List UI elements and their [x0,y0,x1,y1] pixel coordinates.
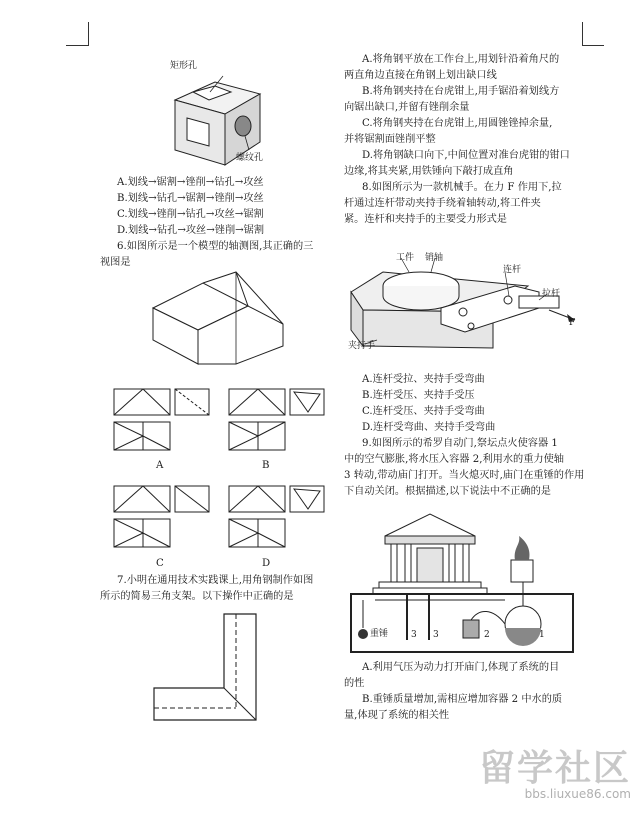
q9-text-line1: 9.如图所示的希罗自动门,祭坛点火使容器 1 [362,438,558,449]
q9-option-a-line1: A.利用气压为动力打开庙门,体现了系统的目 [362,662,560,673]
q9-option-a-line2: 的性 [344,678,365,689]
q7-text-line1: 7.小明在通用技术实践课上,用角钢制作如图 [117,575,314,586]
label-shaft-3a: 3 [411,630,417,640]
q8-option-d: D.连杆受弯曲、夹持手受弯曲 [362,422,496,433]
label-container-2: 2 [484,630,490,640]
q6-label-b: B [262,460,270,471]
figure-q7-angle-steel [150,612,265,724]
q6-text-line2: 视图是 [100,257,131,268]
q5-option-d: D.划线→钻孔→攻丝→锉削→锯割 [117,225,265,236]
q7-option-a-line2: 两直角边直接在角钢上划出缺口线 [344,70,497,81]
q7-option-d-line1: D.将角钢缺口向下,中间位置对准台虎钳的钳口 [362,150,570,161]
crop-mark-top-right-v [582,22,583,46]
q6-label-d: D [262,558,271,569]
q7-option-d-line2: 边缘,将其夹紧,用铁锤向下敲打成直角 [344,166,514,177]
watermark-url: bbs.liuxue86.com [524,787,631,801]
q8-text-line3: 紧。连杆和夹持手的主要受力形式是 [344,214,507,225]
q8-option-c: C.连杆受压、夹持手受弯曲 [362,406,485,417]
q7-option-a-line1: A.将角钢平放在工作台上,用划针沿着角尺的 [362,54,560,65]
q7-text-line2: 所示的简易三角支架。以下操作中正确的是 [100,591,294,602]
label-gripper: 夹持手 [348,341,376,351]
q8-text-line2: 杆通过连杆带动夹持手绕着轴转动,将工件夹 [344,198,541,209]
figure-q6-model [148,268,288,368]
label-force-f: F [569,318,576,328]
label-pull-rod: 拉杆 [542,289,561,299]
q9-option-b-line1: B.重锤质量增加,需相应增加容器 2 中水的质 [362,694,563,705]
q6-text-line1: 6.如图所示是一个模型的轴测图,其正确的三 [117,241,314,252]
q8-text-line1: 8.如图所示为一款机械手。在力 F 作用下,拉 [362,182,562,193]
q9-text-line3: 3 转动,带动庙门打开。当火熄灭时,庙门在重锤的作用 [344,470,585,481]
figure-q8-mechanical-hand [343,250,578,362]
watermark-brand: 留学社区 [478,748,631,789]
q5-option-a: A.划线→锯割→锉削→钻孔→攻丝 [117,177,264,188]
q5-option-c: C.划线→锉削→钻孔→攻丝→锯割 [117,209,264,220]
label-link: 连杆 [503,265,522,275]
q6-label-c: C [156,558,164,569]
q5-option-b: B.划线→钻孔→锯割→锉削→攻丝 [117,193,264,204]
label-weight: 重锤 [370,629,389,639]
q9-option-b-line2: 量,体现了系统的相关性 [344,710,450,721]
q8-option-a: A.连杆受拉、夹持手受弯曲 [362,374,485,385]
q6-option-c-views [113,485,213,550]
q7-option-b-line2: 向锯出缺口,并留有锉削余量 [344,102,470,113]
label-pin: 销轴 [425,253,444,263]
q9-text-line2: 中的空气膨胀,将水压入容器 2,利用水的重力使轴 [344,454,564,465]
label-container-1: 1 [539,630,545,640]
crop-mark-top-right [582,45,604,46]
label-thread-hole: 螺纹孔 [236,153,264,163]
q7-option-c-line2: 并将锯割面锉削平整 [344,134,436,145]
watermark-logo [479,740,631,801]
label-shaft-3b: 3 [433,630,439,640]
q6-option-a-views [113,388,213,453]
label-workpiece: 工件 [396,253,415,263]
q6-label-a: A [156,460,164,471]
crop-mark-top-left-v [88,22,89,46]
q6-option-b-views [228,388,328,453]
q8-option-b: B.连杆受压、夹持手受压 [362,390,475,401]
crop-mark-top-left [66,45,88,46]
q7-option-b-line1: B.将角钢夹持在台虎钳上,用手锯沿着划线方 [362,86,560,97]
q6-option-d-views [228,485,328,550]
q9-text-line4: 下自动关闭。根据描述,以下说法中不正确的是 [344,486,551,497]
q7-option-c-line1: C.将角钢夹持在台虎钳上,用圆锉锉掉余量, [362,118,553,129]
label-rect-hole: 矩形孔 [170,61,198,71]
